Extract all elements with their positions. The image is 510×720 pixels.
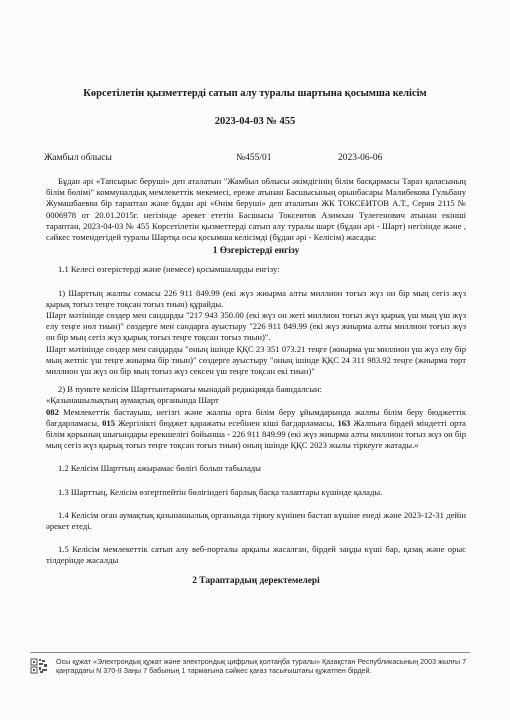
section-2-heading: 2 Тараптардың деректемелері (192, 575, 320, 586)
intro-paragraph: Бұдан әрі «Тапсырыс беруші» деп аталатын "Жамбыл облысы әкімдігінің білім басқармасы Тараз қаласының білім бөлімі" коммуналдық мемлекеттік мекемесі, ереже атынан Басшысының орынбасары Малибекова Гульбану Жумашбаевна бір тараптан және бұдан әрі «Өнім беруші» деп аталатын ЖК ТОКСЕИТОВ А.Т., Серия 2115 № 0006978 от 20.01.2015г. негізінде әрекет ететін Басшысы Токсеитов Азимхан Тулегенович атынан екінші тараптан, 2023-04-03 № 455 Көрсетілетін қызметтерді сатып алу туралы шарт (бұдан әрі - Шарт) негізінде және , сәйкес төмендегідей туралы Шартқа осы қосымша келісімді (бұдан әрі - Келісім) жасады: (46, 176, 466, 243)
program-text-3: Жалпыға бірдей міндетті орта білім қорының шығындары ерекшелігі бойынша - 226 911 849.99 (екі жүз жиырма алты миллион тоғыз жүз он бір мың сегіз жүз қырық тоғыз теңге тоқсан тоғыз тиын) оның ішінде ҚҚС 2023 жылы тіркеуге жатады.» (46, 417, 466, 451)
clause-1-1-replace-sum: Шарт мәтініндe сөздер мен сандарды "217 943 350.00 (екі жүз он жеті миллион тоғыз жүз қырық үш мың үш жүз елу теңге нөл тиын)" сөздерге мен сандарға ауыстыру "226 911 849.99 (екі жүз жиырма алты миллион тоғыз жүз он бір мың сегіз жүз қырық тоғыз теңге тоқсан тоғыз тиын)". (46, 310, 466, 343)
program-text-1: Мемлекеттік бастауыш, негізгі және жалпы орта білім беру ұйымдарында жалпы білім беру бюджеттік бағдарламасы, (46, 406, 466, 428)
clause-1-1: 1.1 Келесі өзгерістерді және (немесе) қосымшаларды енгізу: (58, 264, 280, 275)
clause-1-4: 1.4 Келісім оған аумақтық қазынашылық органында тіркеу күнінен бастап күшіне енеді және 2023-12-31 дейін әрекет етеді. (46, 509, 466, 532)
footer-legal-text: Осы құжат «Электрондық құжат және электрондық цифрлық қолтаңба туралы» Қазақстан Республикасының 2003 жылғы 7 қаңтардағы N 370-II Заңы 7 бабының 1 тармағына сәйкес қағаз тасығыштағы құжатпен бірдей. (56, 657, 467, 675)
clause-1-5: 1.5 Келісім мемлекеттік сатып алу веб-порталы арқылы жасалған, бірдей заңды күші бар, қазақ және орыс тілдерінде жасалды (46, 544, 466, 566)
document-title: Көрсетілетін қызметтерді сатып алу туралы шартына қосымша келісім (83, 88, 427, 99)
qr-stamp-icon (30, 658, 50, 674)
clause-1-1-item-2: 2) В пункте келісім Шарттынтармағы мынадай редакцияда баяндалсын: (58, 384, 323, 395)
program-code-163: 163 (337, 417, 351, 428)
document-subtitle: 2023-04-03 № 455 (214, 116, 296, 127)
clause-1-2: 1.2 Келісім Шарттың ажырамас бөлігі болып табылады (58, 463, 261, 474)
clause-1-1-replace-vat: Шарт мәтініндe сөздер мен сандарды "оның ішінде ҚҚС 23 351 073.21 теңге (жиырма үш миллион үш жүз елу бір мың жетпіс үш теңге жиырма бір тиын)" сөздерге ауыстыру "оның ішінде ҚҚС 24 311 983.92 теңге (жиырма төрт миллион үш жүз он бір мың тоғыз жүз сексен үш теңге тоқсан екі тиын)" (46, 343, 466, 377)
clause-1-1-item-1: 1) Шарттың жалпы сомасы 226 911 849.99 (екі жүз жиырма алты миллион тоғыз жүз он бір мың сегіз жүз қырық тоғыз теңге тоқсан тоғыз тиын) құрайды. (46, 287, 466, 309)
program-code-082: 082 (46, 406, 59, 417)
agreement-number: №455/01 (236, 153, 272, 163)
program-code-015: 015 (102, 417, 115, 428)
budget-program-paragraph (46, 407, 466, 452)
agreement-date: 2023-06-06 (338, 153, 383, 163)
footer-note (30, 652, 470, 675)
document-body (46, 176, 466, 591)
program-text-2: Жергілікті бюджет қаражаты есебінен кіші бағдарламасы, (114, 417, 338, 428)
clause-1-3: 1.3 Шарттың, Келісім өзгертпейтін бөлігіндегі барлық басқа талаптары күшінде қалады. (58, 486, 383, 497)
treasury-line: «Қазынашылықтың аумақтық органында Шарт (46, 395, 219, 406)
section-1-heading: 1 Өзгерістерді енгізу (212, 246, 300, 257)
region-label: Жамбыл облысы (44, 153, 112, 163)
